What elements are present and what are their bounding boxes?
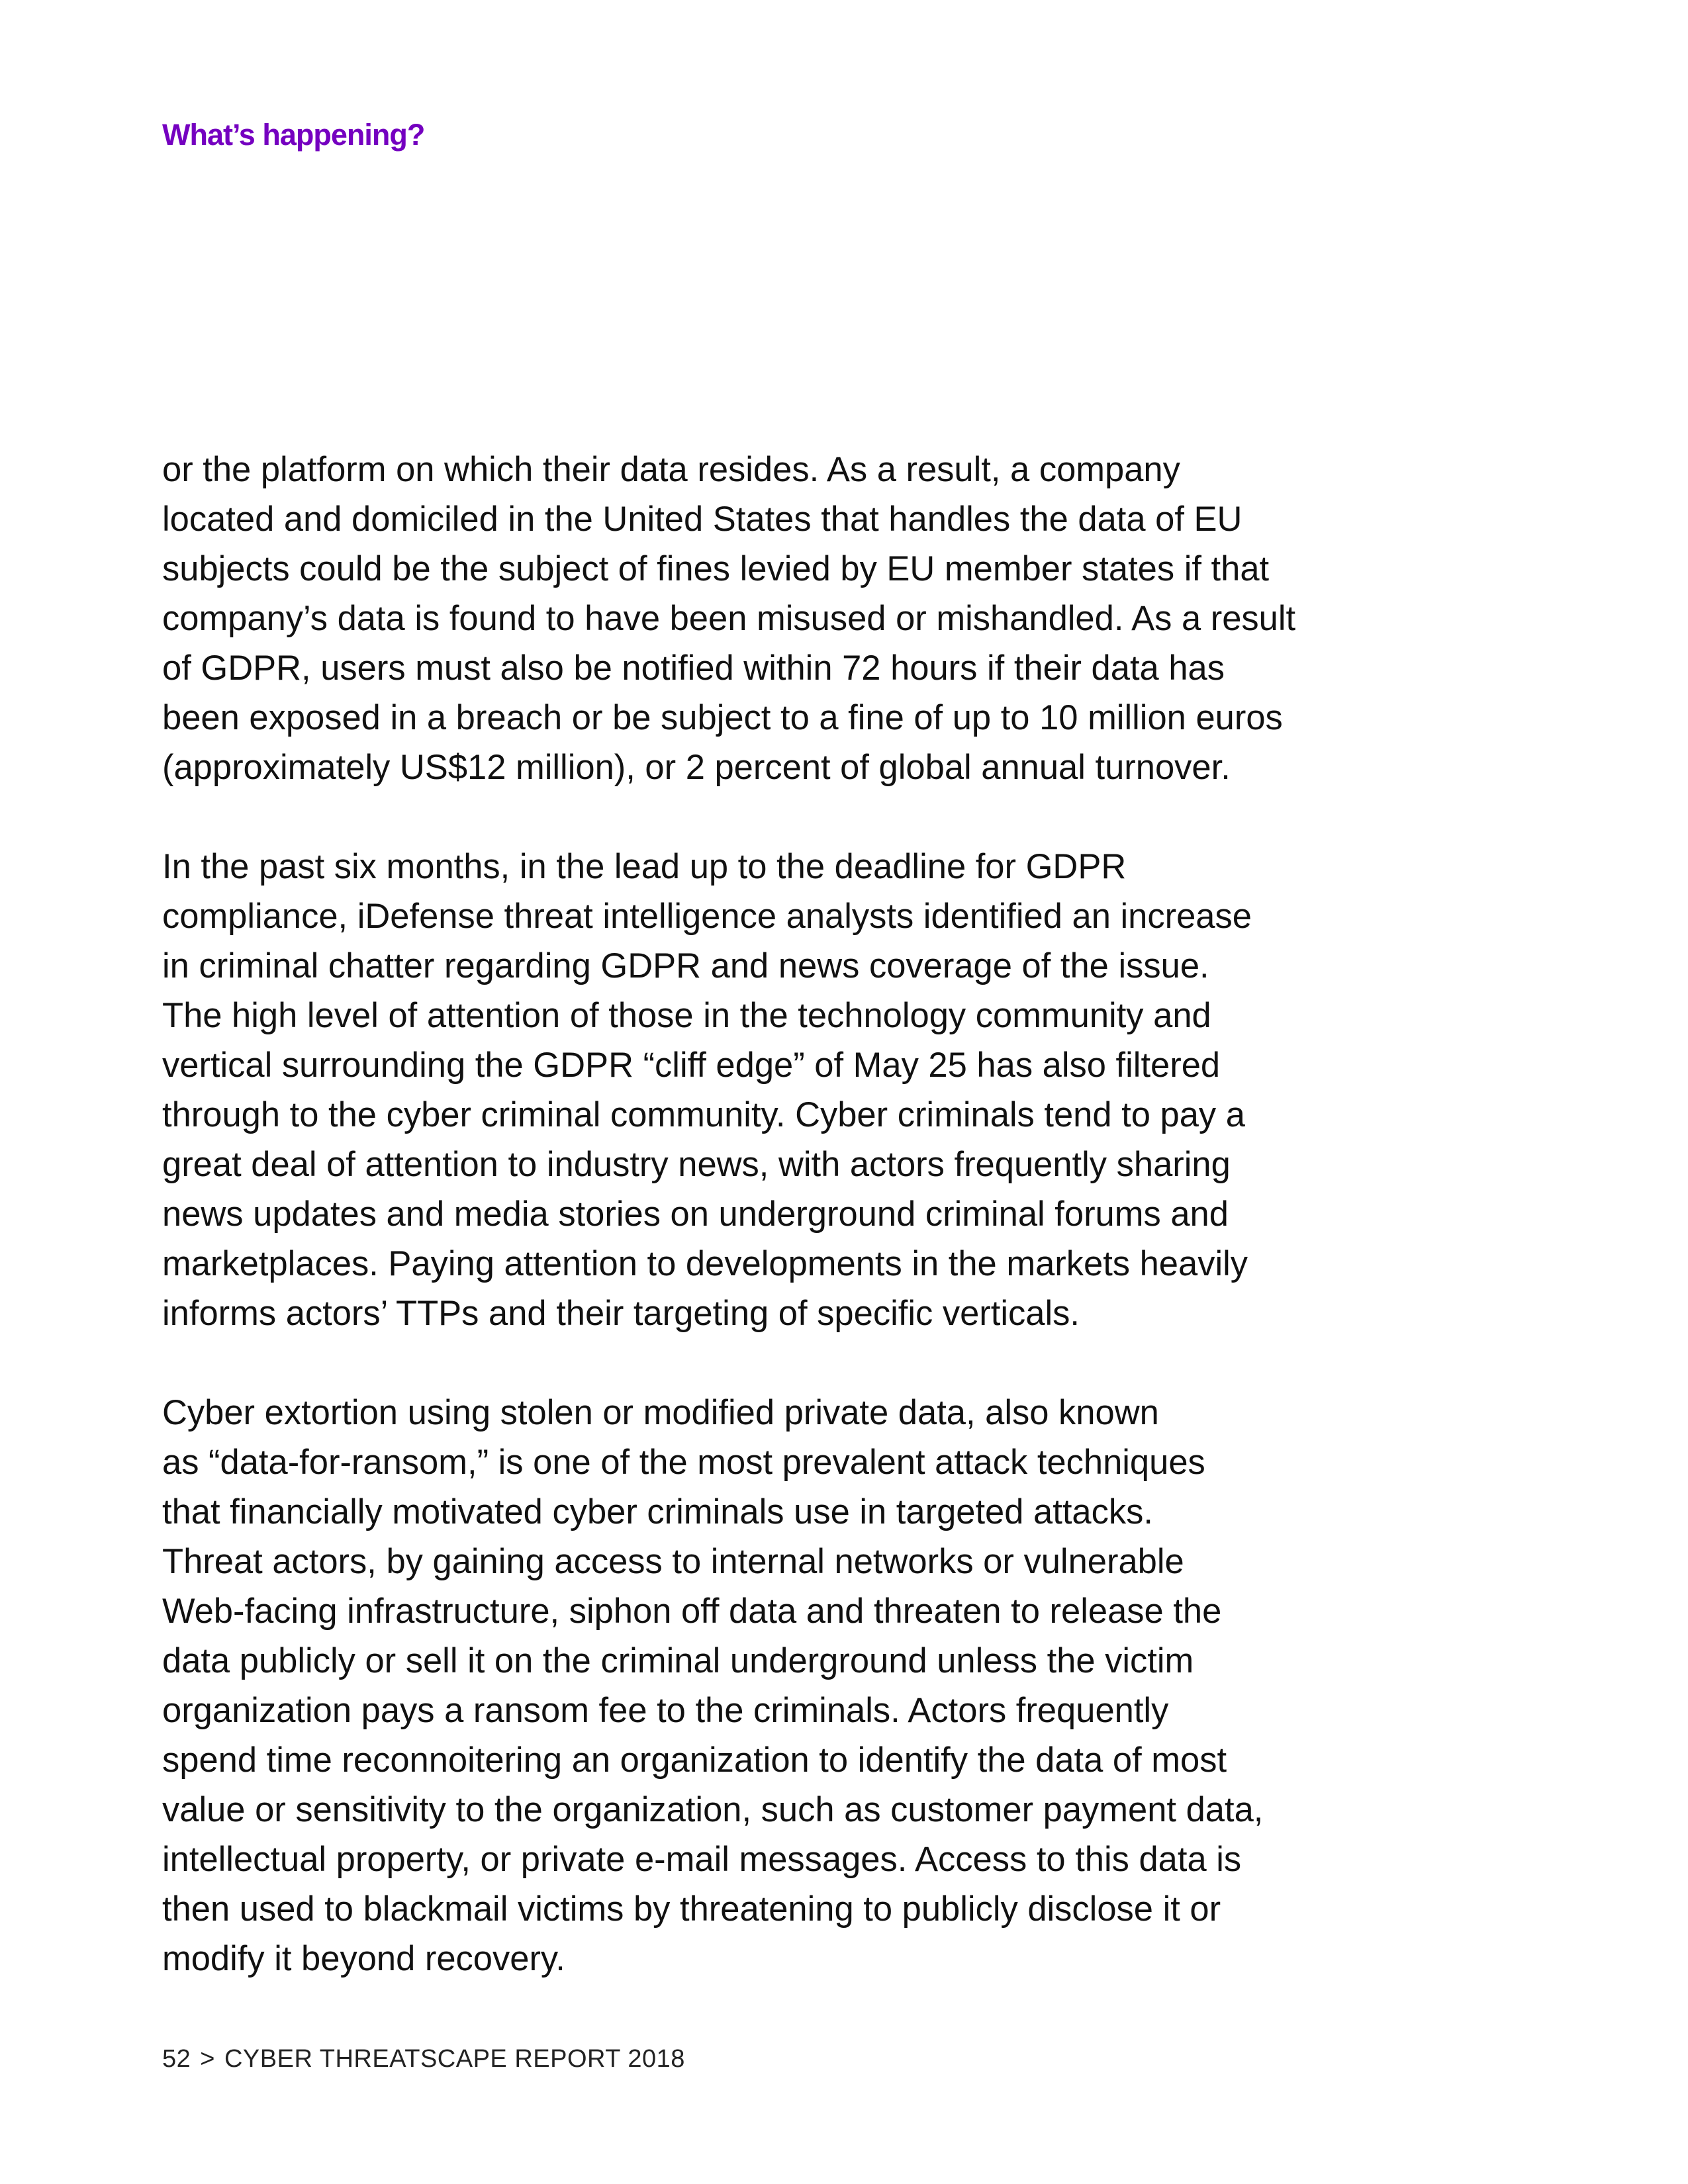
- body-text: [162, 445, 1380, 1983]
- page-footer: [162, 2044, 685, 2074]
- section-label: What’s happening?: [162, 118, 425, 152]
- paragraph: or the platform on which their data resides. As a result, a company located and domiciled in the United States that handles the data of EU subjects could be the subject of fines levied by EU member states if that company’s data is found to have been misused or mishandled. As a result of GDPR, users must also be notified within 72 hours if their data has been exposed in a breach or be subject to a fine of up to 10 million euros (approximately US$12 million), or 2 percent of global annual turnover.: [162, 450, 1296, 787]
- report-title: CYBER THREATSCAPE REPORT 2018: [224, 2045, 685, 2073]
- paragraph: In the past six months, in the lead up to the deadline for GDPR compliance, iDefense threat intelligence analysts identified an increase in criminal chatter regarding GDPR and news coverage of the issue. The high level of attention of those in the technology community and vertical surrounding the GDPR “cliff edge” of May 25 has also filtered through to the cyber criminal community. Cyber criminals tend to pay a great deal of attention to industry news, with actors frequently sharing news updates and media stories on underground criminal forums and marketplaces. Paying attention to developments in the markets heavily informs actors’ TTPs and their targeting of specific verticals.: [162, 847, 1252, 1333]
- footer-separator: >: [200, 2045, 215, 2073]
- paragraph: Cyber extortion using stolen or modified private data, also known as “data-for-ransom,” is one of the most prevalent attack techniques that financially motivated cyber criminals use in targeted attacks. Threat actors, by gaining access to internal networks or vulnerable Web-facing infrastructure, siphon off data and threaten to release the data publicly or sell it on the criminal underground unless the victim organization pays a ransom fee to the criminals. Actors frequently spend time reconnoitering an organization to identify the data of most value or sensitivity to the organization, such as customer payment data, intellectual property, or private e-mail messages. Access to this data is then used to blackmail victims by threatening to publicly disclose it or modify it beyond recovery.: [162, 1393, 1264, 1978]
- page-number: 52: [162, 2045, 191, 2073]
